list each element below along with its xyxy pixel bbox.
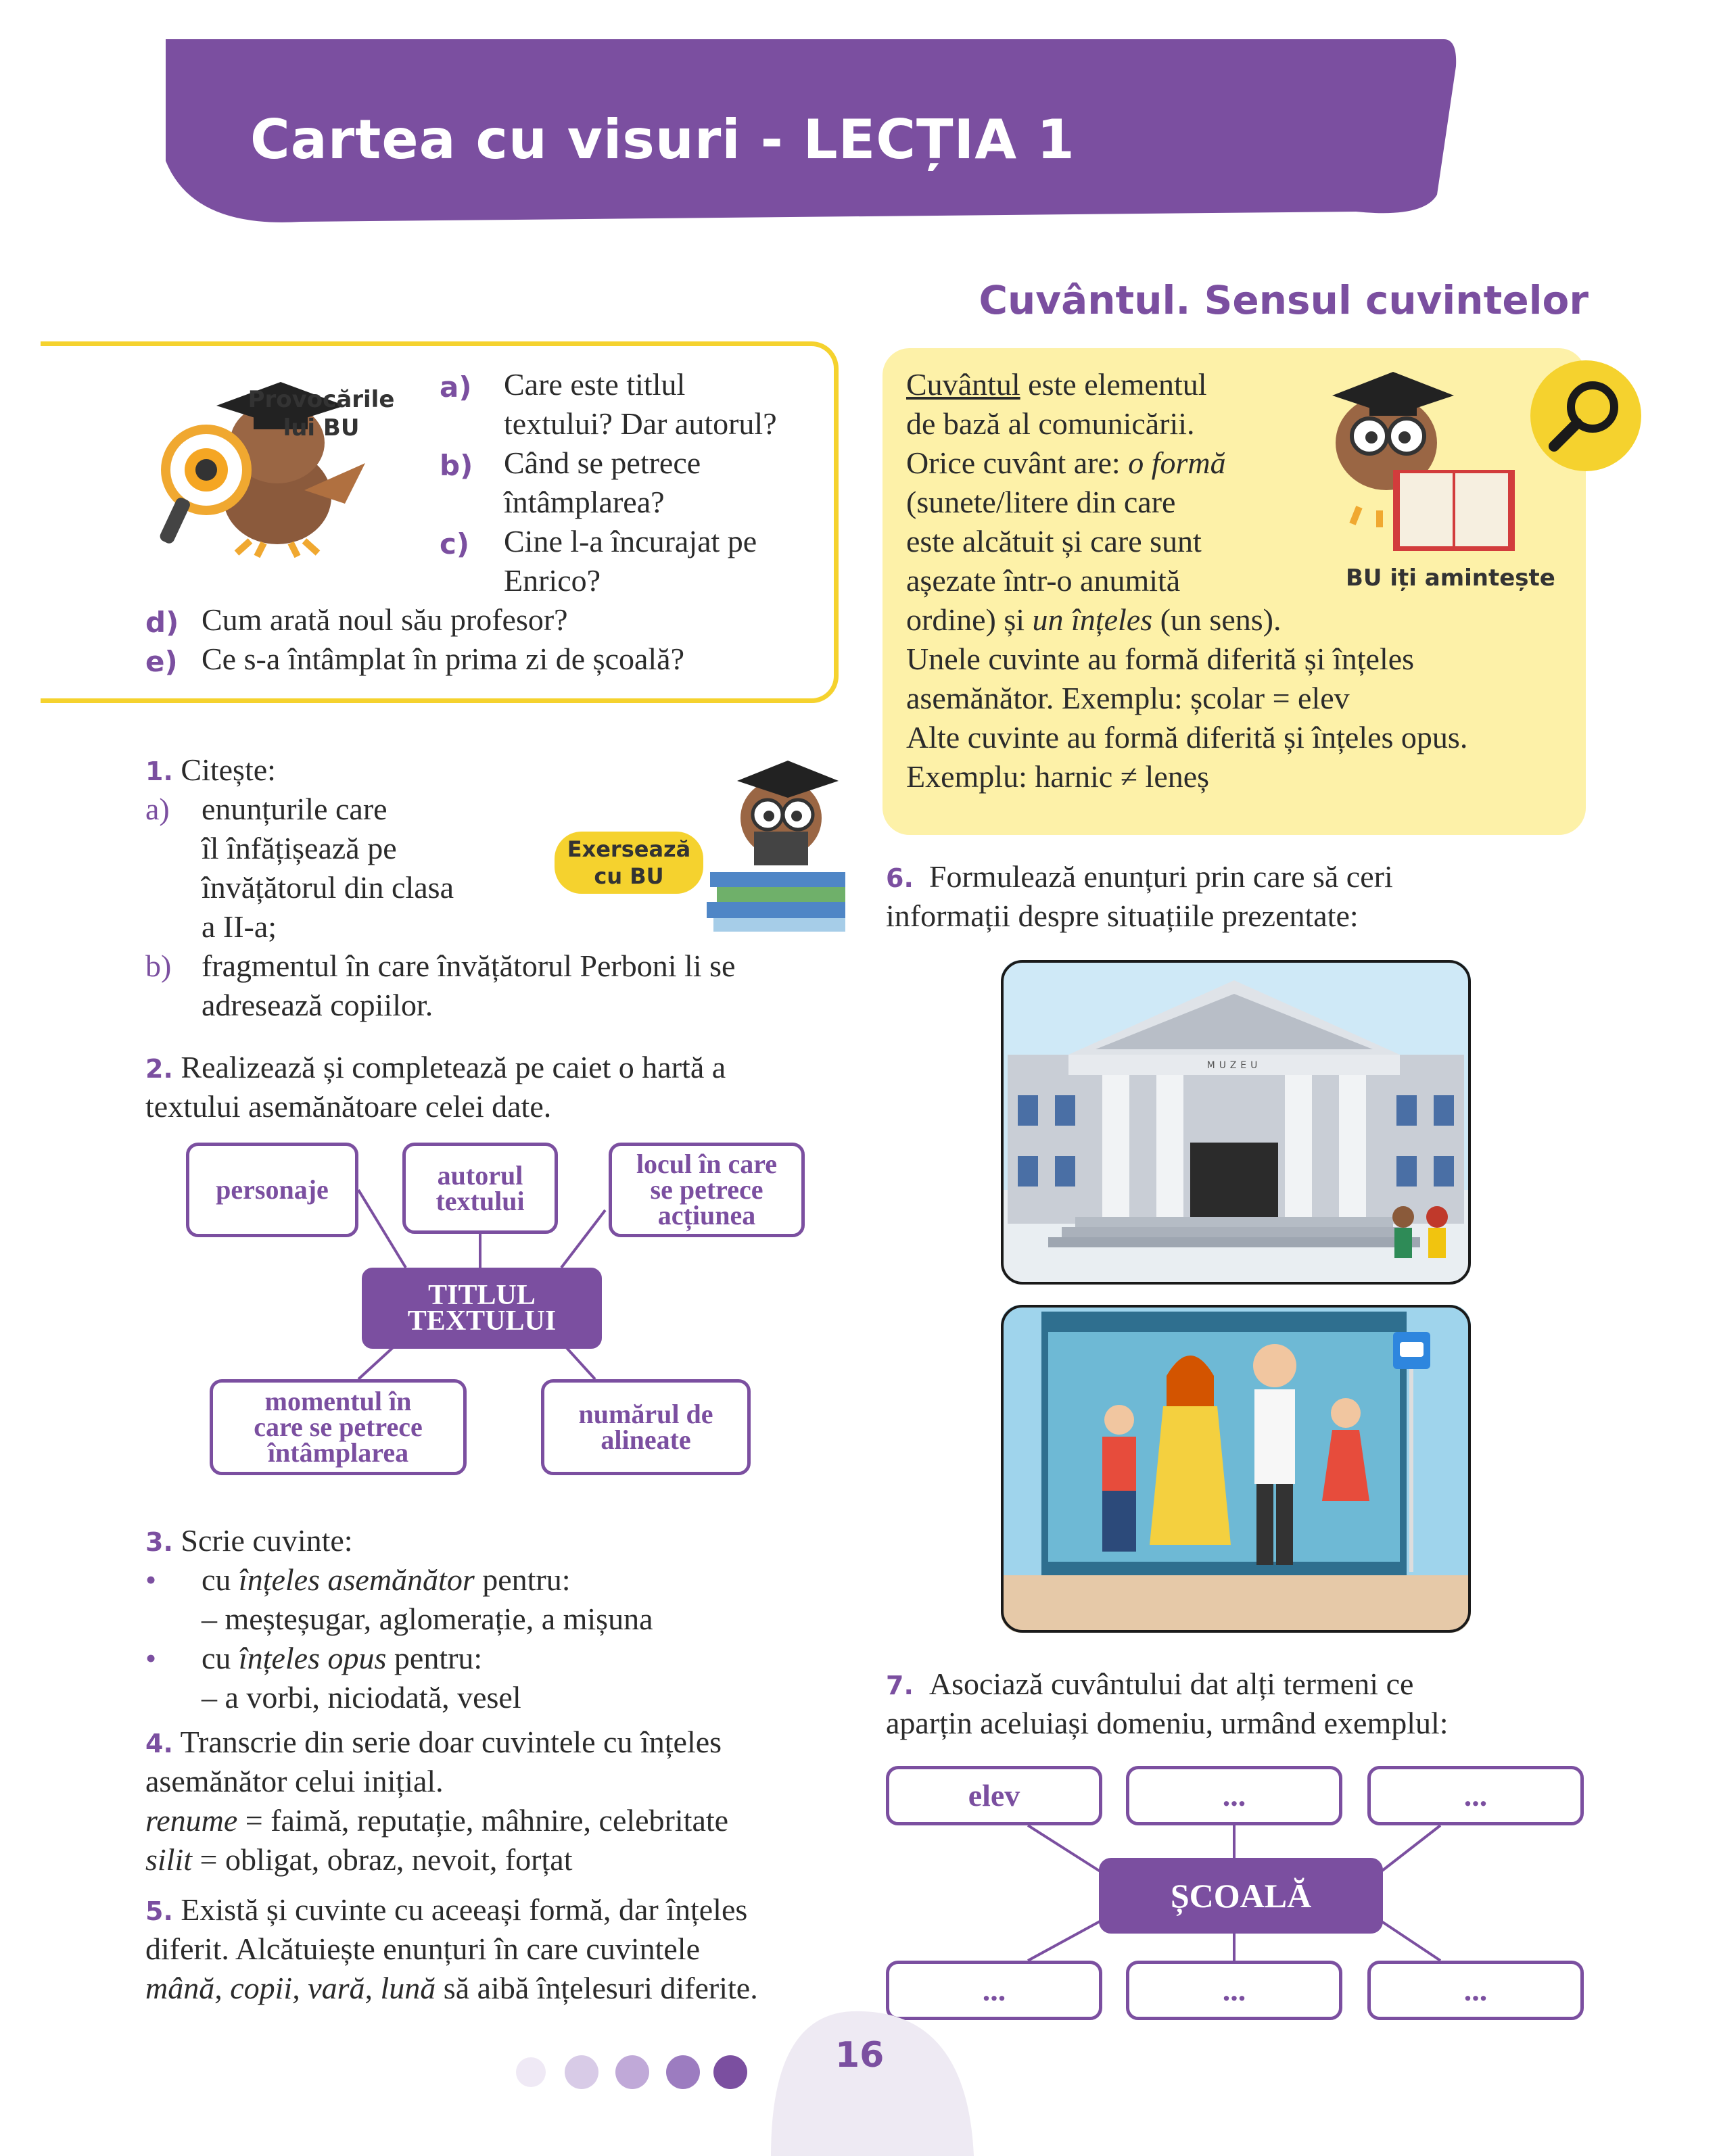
info-line-6: așezate într-o anumită — [906, 563, 1181, 598]
exercise-1-a-line2: îl înfățișează pe — [202, 831, 397, 865]
info-line-10: Alte cuvinte au formă diferită și înțeles opus. — [906, 720, 1468, 754]
info-line-11: Exemplu: harnic ≠ leneș — [906, 759, 1210, 794]
info-badge: BU iți amintește — [1346, 565, 1555, 592]
challenge-badge: Provocările lui BU — [248, 386, 395, 441]
map-node-moment: momentul în care se petrece întâmplarea — [210, 1379, 467, 1475]
question-b-line1: Când se petrece — [504, 446, 701, 480]
question-c-line1: Cine l-a încurajat pe — [504, 524, 757, 558]
school-map-node-4: ... — [886, 1961, 1102, 2020]
exercise-1-a-line1: enunțurile care — [202, 792, 387, 826]
question-e-letter: e) — [145, 645, 178, 678]
exercise-7-line2: aparțin aceluiași domeniu, urmând exemplul: — [886, 1706, 1449, 1740]
lesson-title: Cartea cu visuri - LECȚIA 1 — [250, 108, 1075, 171]
section-title: Cuvântul. Sensul cuvintelor — [979, 277, 1589, 323]
question-d-line1: Cum arată noul său profesor? — [202, 602, 568, 637]
map-node-author: autorul textului — [402, 1143, 558, 1234]
exercise-4-line1: 4. Transcrie din serie doar cuvintele cu înțeles — [145, 1725, 722, 1759]
exercise-1-title: 1. Citește: — [145, 752, 276, 787]
exercise-3-bullet-2: • — [145, 1641, 157, 1675]
info-line-7: ordine) și un înțeles (un sens). — [906, 602, 1281, 637]
exercise-4-line4: silit = obligat, obraz, nevoit, forțat — [145, 1842, 573, 1877]
exercise-1-badge: Exersează cu BU — [555, 832, 703, 894]
exercise-3-item-1: cu înțeles asemănător pentru: — [202, 1562, 571, 1597]
exercise-3-item-2: cu înțeles opus pentru: — [202, 1641, 483, 1675]
exercise-4-number: 4. — [145, 1729, 173, 1758]
page-decoration — [500, 2001, 987, 2156]
map-node-characters: personaje — [186, 1143, 358, 1237]
info-line-5: este alcătuit și care sunt — [906, 524, 1202, 558]
school-map-center: ȘCOALĂ — [1099, 1858, 1383, 1934]
question-c-letter: c) — [440, 527, 470, 560]
exercise-7-number: 7. — [886, 1671, 914, 1700]
exercise-6-number: 6. — [886, 863, 914, 893]
map-node-paragraphs: numărul de alineate — [541, 1379, 751, 1475]
info-line-3: Orice cuvânt are: o formă — [906, 446, 1226, 480]
map-node-place: locul în care se petrece acțiunea — [609, 1143, 805, 1237]
exercise-3-title: 3. Scrie cuvinte: — [145, 1523, 353, 1558]
info-line-2: de bază al comunicării. — [906, 406, 1195, 441]
school-map-node-1: elev — [886, 1766, 1102, 1825]
school-map-node-2: ... — [1126, 1766, 1342, 1825]
map-center-title: TITLUL TEXTULUI — [362, 1268, 602, 1349]
exercise-2-number: 2. — [145, 1054, 173, 1084]
exercise-1-number: 1. — [145, 757, 173, 786]
exercise-6-line2: informații despre situațiile prezentate: — [886, 899, 1359, 933]
exercise-3-bullet-1: • — [145, 1562, 157, 1597]
exercise-4-line2: asemănător celui inițial. — [145, 1764, 444, 1798]
question-d-letter: d) — [145, 606, 179, 639]
exercise-2-line2: textului asemănătoare celei date. — [145, 1089, 552, 1124]
question-a-line1: Care este titlul — [504, 367, 686, 402]
exercise-5-line1: 5. Există și cuvinte cu aceeași formă, dar înțeles — [145, 1892, 748, 1927]
question-a-line2: textului? Dar autorul? — [504, 406, 777, 441]
exercise-3-words-1: – meșteșugar, aglomerație, a mișuna — [202, 1602, 653, 1636]
exercise-2-line1: 2. Realizează și completează pe caiet o hartă a — [145, 1050, 726, 1084]
info-line-1: Cuvântul este elementul — [906, 367, 1207, 402]
info-line-4: (sunete/litere din care — [906, 485, 1176, 519]
exercise-5-line2: diferit. Alcătuiește enunțuri în care cuvintele — [145, 1932, 701, 1966]
question-c-line2: Enrico? — [504, 563, 601, 598]
museum-sign: MUZEU — [1206, 1060, 1262, 1071]
exercise-1-a-line3: învățătorul din clasa — [202, 870, 454, 905]
exercise-1-b-letter: b) — [145, 949, 172, 983]
exercise-1-a-line4: a II-a; — [202, 909, 277, 944]
exercise-1-a-letter: a) — [145, 792, 170, 826]
info-line-8: Unele cuvinte au formă diferită și înțeles — [906, 642, 1415, 676]
page-number: 16 — [835, 2035, 885, 2076]
question-b-line2: întâmplarea? — [504, 485, 665, 519]
exercise-1-b-line2: adresează copiilor. — [202, 988, 433, 1022]
exercise-6-line1: 6. Formulează enunțuri prin care să ceri — [886, 859, 1393, 894]
info-line-9: asemănător. Exemplu: școlar = elev — [906, 681, 1350, 715]
exercise-4-line3: renume = faimă, reputație, mâhnire, celebritate — [145, 1803, 729, 1838]
exercise-1-b-line1: fragmentul în care învățătorul Perboni li se — [202, 949, 736, 983]
question-e-line1: Ce s-a întâmplat în prima zi de școală? — [202, 642, 685, 676]
question-a-letter: a) — [440, 370, 472, 404]
exercise-3-number: 3. — [145, 1527, 173, 1557]
exercise-7-line1: 7. Asociază cuvântului dat alți termeni ce — [886, 1667, 1414, 1701]
school-map-node-3: ... — [1367, 1766, 1584, 1825]
question-b-letter: b) — [440, 449, 473, 482]
exercise-5-line3: mână, copii, vară, lună să aibă înțelesuri diferite. — [145, 1971, 758, 2005]
exercise-5-number: 5. — [145, 1896, 173, 1926]
school-map-node-6: ... — [1367, 1961, 1584, 2020]
exercise-3-words-2: – a vorbi, niciodată, vesel — [202, 1680, 521, 1715]
school-map-node-5: ... — [1126, 1961, 1342, 2020]
